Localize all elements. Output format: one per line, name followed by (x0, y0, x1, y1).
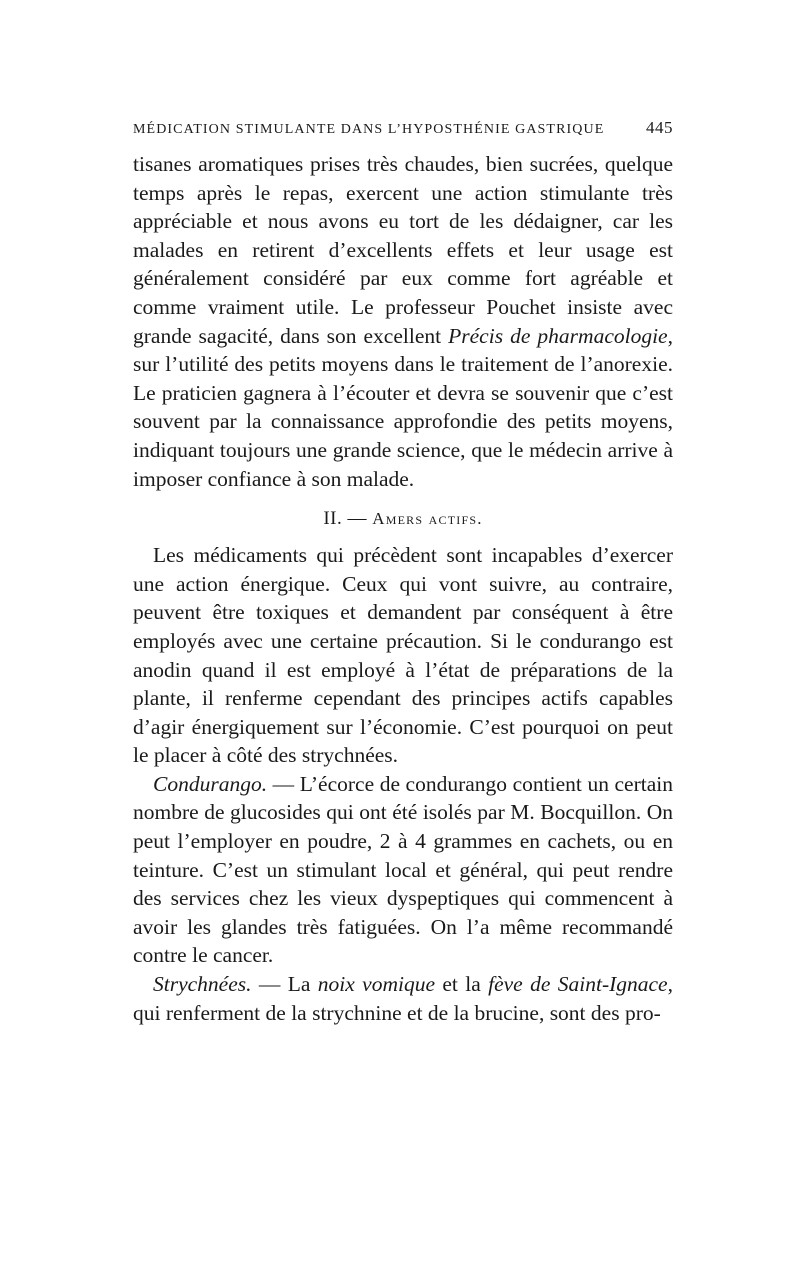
paragraph-text: , qui renferment de la strychnine et de la brucine, sont des pro- (133, 972, 673, 1025)
running-head (133, 118, 673, 142)
paragraph-text: — L’écorce de condurango contient un certain nombre de glucosides qui ont été isolés par M. Bocquillon. On peut l’employer en poudre, 2 à 4 grammes en cachets, ou en teinture. C’est un stimulant local et général, qui peut rendre des services chez les vieux dyspeptiques qui commencent à avoir les glandes très fatiguées. On l’a même recommandé contre le cancer. (133, 771, 673, 968)
paragraph-text: — La (251, 972, 318, 997)
paragraph-condurango (133, 770, 673, 970)
section-heading (133, 505, 673, 533)
paragraph-strychnees (133, 970, 673, 1027)
entry-term-italic: Condurango. (153, 771, 268, 796)
term-italic: noix vomique (317, 972, 435, 997)
entry-term-italic: Strychnées. (153, 972, 252, 997)
running-title: MÉDICATION STIMULANTE DANS L’HYPOSTHÉNIE GASTRIQUE (133, 122, 605, 137)
paragraph-text: , sur l’utilité des petits moyens dans le traitement de l’anorexie. Le praticien gagnera à l’écouter et devra se souvenir que c’est souvent par la connaissance approfondie des petits moyens, indiquant toujours une grande science, que le médecin arrive à imposer confiance à son malade. (133, 323, 673, 491)
paragraph-tisanes (133, 150, 673, 493)
paragraph-text: et la (435, 972, 489, 997)
section-title: Amers actifs. (372, 509, 483, 529)
book-page (133, 118, 673, 1027)
term-italic: fève de Saint-Ignace (488, 972, 668, 997)
section-number: II. — (323, 508, 367, 530)
paragraph-medicaments: Les médicaments qui précèdent sont incapables d’exercer une action énergique. Ceux qui vont suivre, au contraire, peuvent être toxiques et demandent par conséquent à être employés avec une certaine précaution. Si le condurango est anodin quand il est employé à l’état de préparations de la plante, il renferme cependant des principes actifs capables d’agir énergiquement sur l’économie. C’est pourquoi on peut le placer à côté des strychnées. (133, 543, 673, 768)
paragraph-text: tisanes aromatiques prises très chaudes, bien sucrées, quelque temps après le repas, exercent une action stimulante très appréciable et nous avons eu tort de les dédaigner, car les malades en retirent d’excellents effets et leur usage est généralement considéré par eux comme fort agréable et comme vraiment utile. Le professeur Pouchet insiste avec grande sagacité, dans son excellent (133, 152, 673, 348)
book-title-italic: Précis de pharmacologie (448, 323, 668, 348)
page-number: 445 (646, 118, 673, 137)
